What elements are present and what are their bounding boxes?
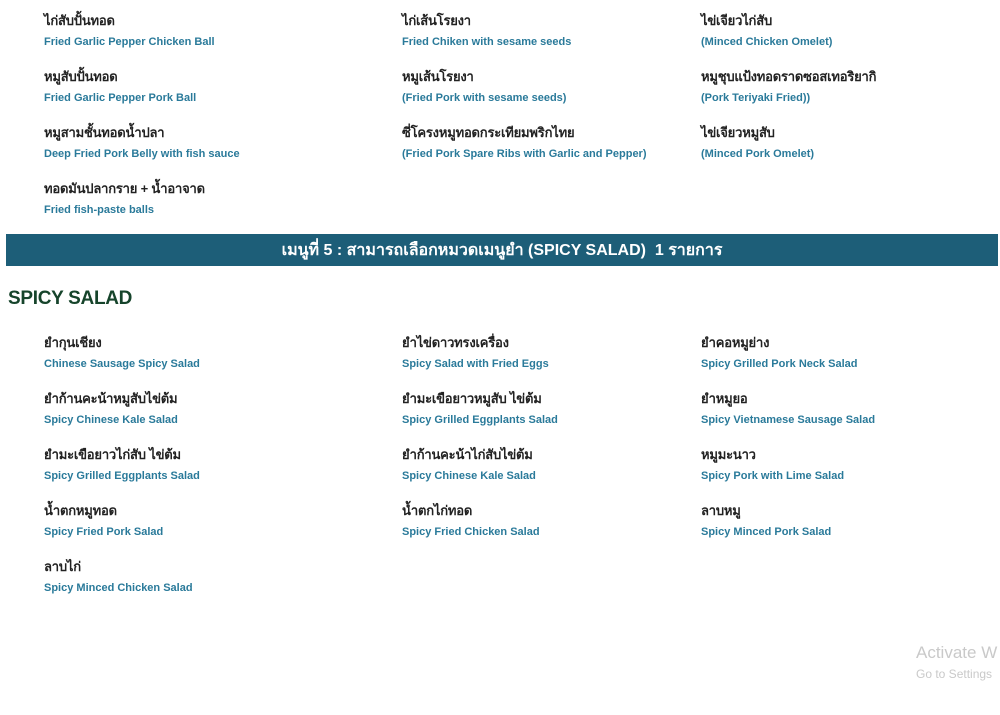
- menu-item: [701, 12, 876, 68]
- top-column-2: [402, 12, 647, 180]
- menu-item-thai-name: ยำคอหมูย่าง: [701, 335, 770, 350]
- menu-item: [44, 68, 240, 124]
- menu-item: [44, 12, 240, 68]
- menu-item-english-name: Spicy Fried Chicken Salad: [402, 526, 540, 538]
- menu-item-thai-name: ไข่เจียวหมูสับ: [701, 125, 775, 140]
- menu-item-thai-name: ยำหมูยอ: [701, 391, 748, 406]
- menu-item-thai-name: น้ำตกไก่ทอด: [402, 503, 473, 518]
- menu-item-english-name: Spicy Minced Pork Salad: [701, 526, 832, 538]
- menu-item: [402, 124, 647, 180]
- menu-item: [701, 446, 875, 502]
- menu-item: [402, 502, 558, 558]
- menu-item: [44, 502, 200, 558]
- menu-item-english-name: Fried Chiken with sesame seeds: [402, 36, 572, 48]
- menu-item: [701, 334, 875, 390]
- menu-item: [402, 334, 558, 390]
- menu-item-thai-name: ยำกุนเชียง: [44, 335, 102, 350]
- spicy-column-3: [701, 334, 875, 558]
- section-title-spicy-salad: SPICY SALAD: [8, 288, 133, 309]
- menu-item-thai-name: ซี่โครงหมูทอดกระเทียมพริกไทย: [402, 125, 575, 140]
- menu-item-english-name: Spicy Grilled Pork Neck Salad: [701, 358, 858, 370]
- menu-item-english-name: Spicy Salad with Fried Eggs: [402, 358, 549, 370]
- menu-item-thai-name: ไข่เจียวไก่สับ: [701, 13, 772, 28]
- menu-item-english-name: (Fried Pork with sesame seeds): [402, 92, 567, 104]
- top-column-3: [701, 12, 876, 180]
- menu-item: [402, 390, 558, 446]
- menu-item-thai-name: ยำก้านคะน้าหมูสับไข่ต้ม: [44, 391, 178, 406]
- menu-item: [701, 390, 875, 446]
- menu-item-thai-name: ทอดมันปลากราย + น้ำอาจาด: [44, 181, 205, 196]
- activation-watermark-subtitle[interactable]: Go to Settings: [916, 667, 993, 681]
- menu-item-english-name: Fried Garlic Pepper Chicken Ball: [44, 36, 215, 48]
- menu-item: [44, 334, 200, 390]
- menu-item-thai-name: หมูสามชั้นทอดน้ำปลา: [44, 125, 165, 140]
- menu-item-english-name: (Minced Pork Omelet): [701, 148, 815, 160]
- menu-item-thai-name: หมูมะนาว: [701, 447, 756, 462]
- menu-item-english-name: (Pork Teriyaki Fried)): [701, 92, 811, 104]
- menu-item-english-name: Chinese Sausage Spicy Salad: [44, 358, 200, 370]
- menu-item: [402, 68, 647, 124]
- menu-item: [44, 446, 200, 502]
- menu-item-thai-name: หมูสับปั้นทอด: [44, 69, 118, 84]
- menu-item-thai-name: ยำมะเขือยาวไก่สับ ไข่ต้ม: [44, 447, 181, 462]
- menu-item-thai-name: หมูเส้นโรยงา: [402, 69, 474, 84]
- menu-item-thai-name: ไก่สับปั้นทอด: [44, 13, 115, 28]
- menu-item: [701, 124, 876, 180]
- menu-item-thai-name: ลาบหมู: [701, 503, 741, 518]
- menu-item-english-name: (Fried Pork Spare Ribs with Garlic and Pepper): [402, 148, 647, 160]
- menu-item-english-name: Deep Fried Pork Belly with fish sauce: [44, 148, 240, 160]
- top-column-1: [44, 12, 240, 236]
- menu-item-english-name: Fried fish-paste balls: [44, 204, 155, 216]
- menu-item-thai-name: หมูชุบแป้งทอดราดซอสเทอริยากิ: [701, 69, 877, 84]
- menu-item-thai-name: ยำมะเขือยาวหมูสับ ไข่ต้ม: [402, 391, 542, 406]
- menu-item-thai-name: ลาบไก่: [44, 559, 81, 574]
- menu-item-english-name: Fried Garlic Pepper Pork Ball: [44, 92, 197, 104]
- menu-item-english-name: Spicy Fried Pork Salad: [44, 526, 164, 538]
- menu-category-banner: เมนูที่ 5 : สามารถเลือกหมวดเมนูยำ (SPICY SALAD) 1 รายการ: [6, 234, 998, 266]
- menu-item-english-name: Spicy Vietnamese Sausage Salad: [701, 414, 876, 426]
- menu-item: [44, 124, 240, 180]
- menu-item-english-name: Spicy Chinese Kale Salad: [44, 414, 178, 426]
- menu-item-english-name: Spicy Chinese Kale Salad: [402, 470, 536, 482]
- menu-item-english-name: Spicy Grilled Eggplants Salad: [44, 470, 200, 482]
- spicy-column-1: [44, 334, 200, 614]
- menu-item: [402, 446, 558, 502]
- menu-item-english-name: (Minced Chicken Omelet): [701, 36, 833, 48]
- menu-item-thai-name: ยำไข่ดาวทรงเครื่อง: [402, 335, 509, 350]
- menu-item-thai-name: น้ำตกหมูทอด: [44, 503, 117, 518]
- menu-item: [44, 390, 200, 446]
- menu-item-thai-name: ยำก้านคะน้าไก่สับไข่ต้ม: [402, 447, 533, 462]
- menu-item: [44, 180, 240, 236]
- menu-item: [402, 12, 647, 68]
- menu-item-english-name: Spicy Pork with Lime Salad: [701, 470, 845, 482]
- menu-item: [701, 68, 876, 124]
- menu-item-thai-name: ไก่เส้นโรยงา: [402, 13, 471, 28]
- menu-item-english-name: Spicy Grilled Eggplants Salad: [402, 414, 558, 426]
- menu-item-english-name: Spicy Minced Chicken Salad: [44, 582, 193, 594]
- menu-item: [701, 502, 875, 558]
- menu-item: [44, 558, 200, 614]
- activation-watermark-title: Activate W: [916, 643, 998, 662]
- spicy-column-2: [402, 334, 558, 558]
